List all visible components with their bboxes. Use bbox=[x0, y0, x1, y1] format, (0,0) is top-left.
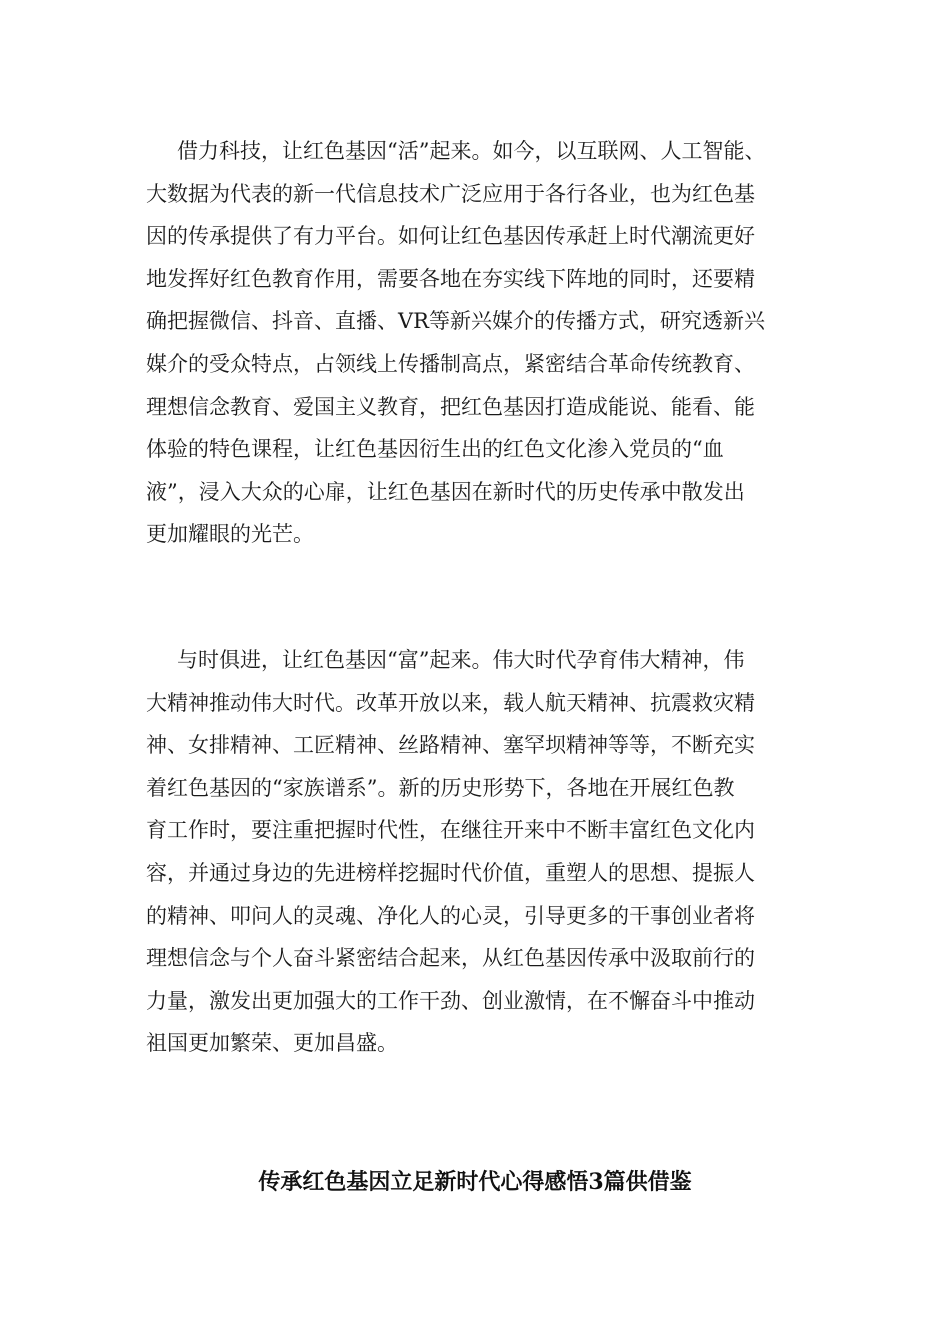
text-line: 大数据为代表的新一代信息技术广泛应用于各行各业，也为红色基 bbox=[146, 181, 755, 206]
text-line: 大精神推动伟大时代。改革开放以来，载人航天精神、抗震救灾精 bbox=[146, 690, 755, 715]
text-line: 理想信念与个人奋斗紧密结合起来，从红色基因传承中汲取前行的 bbox=[146, 946, 755, 971]
text-line: 体验的特色课程，让红色基因衍生出的红色文化渗入党员的“血 bbox=[146, 437, 724, 462]
text-line: 育工作时，要注重把握时代性，在继往开来中不断丰富红色文化内 bbox=[146, 818, 755, 843]
text-line: 神、女排精神、工匠精神、丝路精神、塞罕坝精神等等，不断充实 bbox=[146, 733, 755, 758]
text-line: 与时俱进，让红色基因“富”起来。伟大时代孕育伟大精神，伟 bbox=[177, 648, 745, 672]
paragraph-times bbox=[146, 639, 806, 1065]
text-line: 确把握微信、抖音、直播、VR等新兴媒介的传播方式，研究透新兴 bbox=[146, 309, 765, 334]
text-line: 力量，激发出更加强大的工作干劲、创业激情，在不懈奋斗中推动 bbox=[146, 988, 755, 1013]
text-line: 因的传承提供了有力平台。如何让红色基因传承赶上时代潮流更好 bbox=[146, 224, 755, 249]
paragraph-tech bbox=[146, 130, 806, 556]
text-line: 更加耀眼的光芒。 bbox=[146, 522, 314, 547]
text-line: 借力科技，让红色基因“活”起来。如今，以互联网、人工智能、 bbox=[177, 139, 766, 163]
text-line: 的精神、叩问人的灵魂、净化人的心灵，引导更多的干事创业者将 bbox=[146, 903, 755, 928]
text-line: 媒介的受众特点，占领线上传播制高点，紧密结合革命传统教育、 bbox=[146, 351, 755, 376]
text-line: 容，并通过身边的先进榜样挖掘时代价值，重塑人的思想、提振人 bbox=[146, 860, 755, 885]
article-title: 传承红色基因立足新时代心得感悟3篇供借鉴 bbox=[258, 1169, 692, 1195]
text-line: 理想信念教育、爱国主义教育，把红色基因打造成能说、能看、能 bbox=[146, 394, 755, 419]
text-line: 祖国更加繁荣、更加昌盛。 bbox=[146, 1031, 398, 1056]
text-line: 液”，浸入大众的心扉，让红色基因在新时代的历史传承中散发出 bbox=[146, 479, 745, 504]
text-line: 着红色基因的“家族谱系”。新的历史形势下，各地在开展红色教 bbox=[146, 775, 735, 800]
text-line: 地发挥好红色教育作用，需要各地在夯实线下阵地的同时，还要精 bbox=[146, 266, 755, 291]
